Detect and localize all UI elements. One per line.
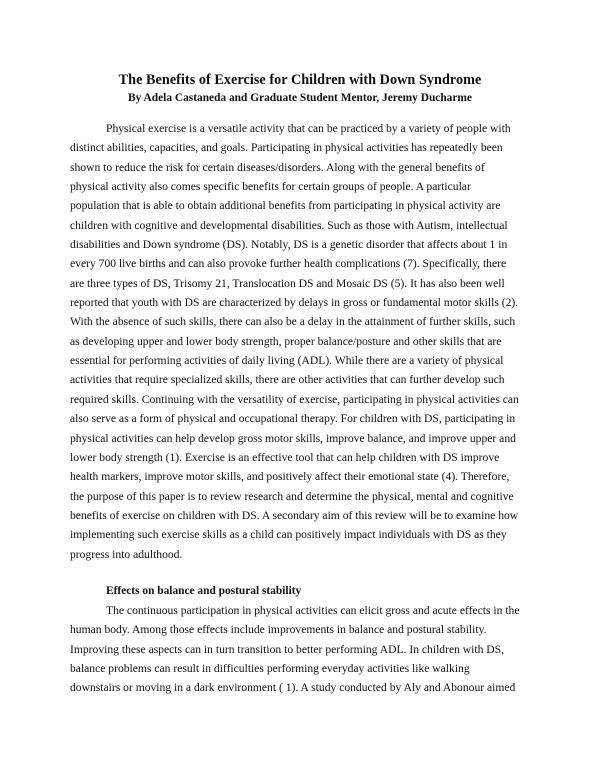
intro-paragraph-line: physical activity also comes specific benefits for certain groups of people. A particular: [70, 180, 471, 194]
intro-paragraph-line: are three types of DS, Trisomy 21, Translocation DS and Mosaic DS (5). It has also been well: [70, 276, 505, 290]
intro-paragraph-line: shown to reduce the risk for certain diseases/disorders. Along with the general benefits of: [70, 160, 485, 174]
intro-paragraph-line: children with cognitive and developmental disabilities. Such as those with Autism, intellectual: [70, 218, 508, 232]
balance-paragraph-line: Improving these aspects can in turn transition to better performing ADL. In children with DS,: [70, 642, 505, 656]
intro-paragraph-line: population that is able to obtain additional benefits from participating in physical activity are: [70, 199, 501, 213]
intro-paragraph-line: distinct abilities, capacities, and goals. Participating in physical activities has repeatedly been: [70, 141, 503, 155]
intro-paragraph-line: Physical exercise is a versatile activity that can be practiced by a variety of people with: [106, 122, 511, 135]
document-title: The Benefits of Exercise for Children with Down Syndrome: [118, 72, 482, 88]
intro-paragraph-line: every 700 live births and can also provoke further health complications (7). Specifically, there: [70, 257, 507, 271]
balance-paragraph-line: human body. Among those effects include improvements in balance and postural stability.: [70, 623, 487, 637]
intro-paragraph-line: benefits of exercise on children with DS. A secondary aim of this review will be to examine how: [70, 508, 519, 522]
intro-paragraph-line: required skills. Continuing with the versatility of exercise, participating in physical activities can: [70, 392, 519, 406]
intro-paragraph-line: as developing upper and lower body strength, proper balance/posture and other skills that are: [70, 334, 502, 348]
intro-paragraph-line: disabilities and Down syndrome (DS). Notably, DS is a genetic disorder that affects about 1 in: [70, 238, 508, 252]
intro-paragraph-line: With the absence of such skills, there can also be a delay in the attainment of further skills, such: [70, 315, 516, 329]
balance-paragraph-line: The continuous participation in physical activities can elicit gross and acute effects in the: [106, 604, 520, 617]
intro-paragraph-line: activities that require specialized skills, there are other activities that can further develop such: [70, 373, 505, 387]
intro-paragraph: [70, 119, 530, 564]
balance-paragraph-line: balance problems can result in difficulties performing everyday activities like walking: [70, 662, 470, 676]
intro-paragraph-line: also serve as a form of physical and occupational therapy. For children with DS, participating in: [70, 412, 516, 426]
intro-paragraph-line: the purpose of this paper is to review research and determine the physical, mental and cognitive: [70, 489, 514, 503]
document-byline: By Adela Castaneda and Graduate Student Mentor, Jeremy Ducharme: [128, 92, 472, 104]
intro-paragraph-line: implementing such exercise skills as a child can positively impact individuals with DS as they: [70, 528, 507, 542]
intro-paragraph-line: essential for performing activities of daily living (ADL). While there are a variety of physical: [70, 354, 504, 368]
intro-paragraph-line: physical activities can help develop gross motor skills, improve balance, and improve upper and: [70, 431, 516, 445]
section-heading: Effects on balance and postural stability: [106, 585, 302, 597]
intro-paragraph-line: progress into adulthood.: [70, 547, 183, 561]
balance-paragraph-line: downstairs or moving in a dark environment ( 1). A study conducted by Aly and Abonour aimed: [70, 681, 516, 695]
intro-paragraph-line: reported that youth with DS are characterized by delays in gross or fundamental motor skills (2).: [70, 296, 519, 310]
balance-paragraph: [70, 601, 530, 698]
intro-paragraph-line: health markers, improve motor skills, and positively affect their emotional state (4). Therefore,: [70, 470, 510, 484]
intro-paragraph-line: lower body strength (1). Exercise is an effective tool that can help children with DS improve: [70, 450, 500, 464]
